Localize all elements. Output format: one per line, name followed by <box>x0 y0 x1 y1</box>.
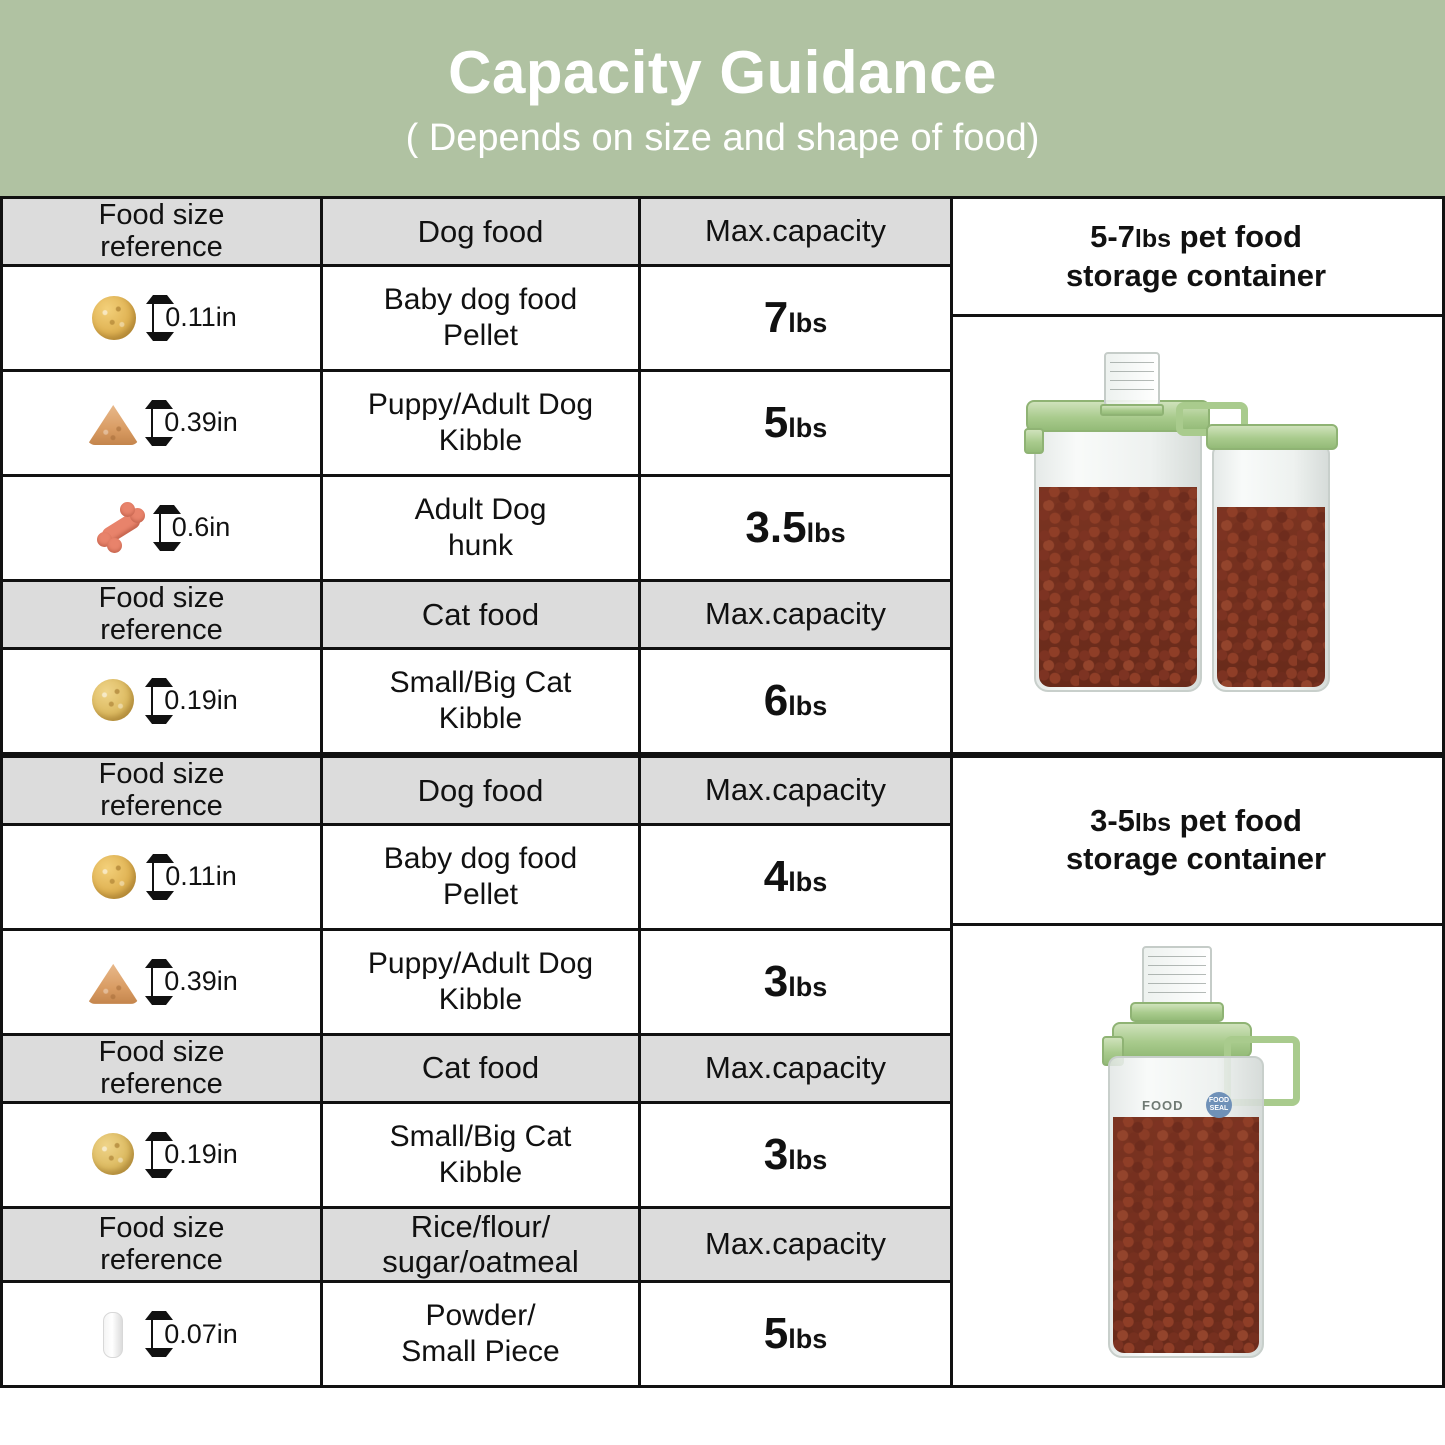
measure-indicator <box>145 1132 238 1178</box>
table-row <box>2 265 952 370</box>
pet-food-container-3-5lbs-image <box>950 926 1442 1385</box>
container-small-kibble <box>1217 507 1325 687</box>
capacity-unit: lbs <box>788 971 828 1002</box>
header-ref-line2: reference <box>100 1244 223 1277</box>
table-header-row <box>2 1207 952 1281</box>
cell-food-type <box>322 1282 640 1387</box>
container-small-body <box>1212 444 1330 692</box>
food-type-line2: Kibble <box>438 701 523 735</box>
capacity-table-5-7lbs <box>0 196 950 755</box>
food-type-line2: Kibble <box>438 982 523 1016</box>
container-body <box>1108 1056 1264 1358</box>
dimension-label: 0.19in <box>164 1139 238 1170</box>
cell-food-type <box>322 1102 640 1207</box>
header-cat-food: Cat food <box>322 1034 640 1102</box>
table-row <box>2 370 952 475</box>
header-ref-line1: Food size <box>98 1035 225 1068</box>
cell-food-size-reference <box>2 1282 322 1387</box>
food-type-line1: Puppy/Adult Dog <box>367 387 594 421</box>
capacity-value: 5 <box>763 397 789 447</box>
dimension-bar-icon <box>146 295 160 341</box>
cell-food-size-reference <box>2 265 322 370</box>
capacity-unit: lbs <box>788 1324 828 1355</box>
container-kibble <box>1113 1117 1259 1353</box>
dimension-bar-icon <box>145 400 159 446</box>
capacity-value: 6 <box>763 675 789 725</box>
container-lid-top <box>1130 1002 1224 1022</box>
table-header-row <box>2 198 952 266</box>
product-title-cell <box>950 758 1442 926</box>
table-row <box>2 1102 952 1207</box>
dimension-label: 0.11in <box>165 861 237 892</box>
cell-food-type <box>322 370 640 475</box>
table-row <box>2 929 952 1034</box>
capacity-unit: lbs <box>788 690 828 721</box>
food-type-line1: Adult Dog <box>414 492 547 526</box>
kibble-food-icon <box>85 954 141 1010</box>
header-ref-line1: Food size <box>98 1211 225 1244</box>
cell-max-capacity <box>640 370 952 475</box>
measure-indicator <box>145 400 238 446</box>
table-header-row <box>2 1034 952 1102</box>
cell-max-capacity <box>640 475 952 580</box>
page-header <box>0 0 1445 196</box>
food-type-line2: hunk <box>447 528 514 562</box>
cell-max-capacity <box>640 265 952 370</box>
dimension-label: 0.19in <box>164 685 238 716</box>
cell-food-size-reference <box>2 929 322 1034</box>
container-large-latch <box>1024 428 1044 454</box>
header-max-capacity: Max.capacity <box>640 198 952 266</box>
dimension-label: 0.39in <box>164 966 238 997</box>
dimension-label: 0.11in <box>165 302 237 333</box>
header-food-size-reference <box>2 756 322 824</box>
header-food-size-reference <box>2 1207 322 1281</box>
capacity-unit: lbs <box>788 307 828 338</box>
table-row <box>2 648 952 753</box>
cell-max-capacity <box>640 648 952 753</box>
table-header-row <box>2 580 952 648</box>
container-large-body <box>1034 422 1202 692</box>
dimension-bar-icon <box>146 854 160 900</box>
capacity-value: 3.5 <box>745 502 807 552</box>
cell-food-size-reference <box>2 1102 322 1207</box>
header-dry-goods-line2: sugar/oatmeal <box>382 1244 579 1280</box>
header-max-capacity: Max.capacity <box>640 580 952 648</box>
dimension-label: 0.07in <box>164 1318 238 1349</box>
measure-indicator <box>146 295 237 341</box>
header-ref-line2: reference <box>100 231 223 264</box>
food-type-line1: Powder/ <box>425 1299 536 1333</box>
header-cat-food: Cat food <box>322 580 640 648</box>
capacity-value: 5 <box>763 1309 789 1359</box>
header-food-size-reference <box>2 1034 322 1102</box>
capacity-unit: lbs <box>788 412 828 443</box>
product-capacity-unit: lbs <box>1134 224 1172 253</box>
cell-food-size-reference <box>2 824 322 929</box>
measure-indicator <box>145 1311 238 1357</box>
measure-indicator <box>146 854 237 900</box>
product-title <box>1066 218 1326 296</box>
product-title-cell <box>950 199 1442 317</box>
capacity-block-3-5lbs <box>0 755 1445 1388</box>
food-type-line1: Puppy/Adult Dog <box>367 946 594 980</box>
page-title: Capacity Guidance <box>448 38 997 106</box>
food-type-line2: Pellet <box>442 318 519 352</box>
header-food-size-reference <box>2 198 322 266</box>
food-type-line1: Baby dog food <box>383 841 578 875</box>
cell-food-type <box>322 929 640 1034</box>
cat-kibble-icon <box>85 673 141 729</box>
capacity-unit: lbs <box>788 866 828 897</box>
cell-food-type <box>322 824 640 929</box>
product-capacity-unit: lbs <box>1134 808 1172 837</box>
cell-food-type <box>322 265 640 370</box>
food-type-line1: Small/Big Cat <box>389 1119 572 1153</box>
header-ref-line1: Food size <box>98 581 225 614</box>
dimension-bar-icon <box>145 1311 159 1357</box>
header-dry-goods <box>322 1207 640 1281</box>
measuring-cup <box>1104 352 1160 408</box>
table-row <box>2 1282 952 1387</box>
cell-food-size-reference <box>2 648 322 753</box>
food-type-line2: Pellet <box>442 877 519 911</box>
header-max-capacity: Max.capacity <box>640 1034 952 1102</box>
header-dog-food: Dog food <box>322 756 640 824</box>
food-type-line2: Kibble <box>438 423 523 457</box>
cell-food-type <box>322 475 640 580</box>
capacity-value: 4 <box>763 851 789 901</box>
food-type-line2: Small Piece <box>401 1335 560 1369</box>
capacity-unit: lbs <box>788 1144 828 1175</box>
dimension-bar-icon <box>145 678 159 724</box>
dimension-label: 0.39in <box>164 407 238 438</box>
capacity-table-3-5lbs <box>0 755 950 1388</box>
product-title-rest: pet food <box>1171 218 1302 254</box>
capacity-block-5-7lbs <box>0 196 1445 755</box>
measure-indicator <box>145 959 238 1005</box>
product-panel-5-7lbs <box>950 196 1445 755</box>
pellet-food-icon <box>86 290 142 346</box>
header-max-capacity: Max.capacity <box>640 756 952 824</box>
food-label-text: FOOD <box>1142 1098 1184 1114</box>
header-ref-line2: reference <box>100 614 223 647</box>
food-type-line2: Kibble <box>438 1155 523 1189</box>
cell-max-capacity <box>640 824 952 929</box>
capacity-unit: lbs <box>806 517 846 548</box>
product-title-rest: pet food <box>1171 802 1302 838</box>
header-dog-food: Dog food <box>322 198 640 266</box>
product-capacity-range: 5-7 <box>1090 218 1135 254</box>
product-title-line2: storage container <box>1065 257 1327 293</box>
measure-indicator <box>145 678 238 724</box>
header-food-size-reference <box>2 580 322 648</box>
cat-kibble-icon <box>85 1127 141 1183</box>
measuring-cup-base <box>1100 404 1164 416</box>
pellet-food-icon <box>86 849 142 905</box>
header-dry-goods-line1: Rice/flour/ <box>410 1208 551 1244</box>
cell-max-capacity <box>640 929 952 1034</box>
dimension-label: 0.6in <box>171 512 231 543</box>
cell-max-capacity <box>640 1282 952 1387</box>
food-seal-badge: FOOD SEAL <box>1206 1092 1232 1118</box>
page-subtitle: ( Depends on size and shape of food) <box>405 116 1040 159</box>
measuring-cup <box>1142 946 1212 1008</box>
powder-grain-icon <box>85 1306 141 1362</box>
container-large-kibble <box>1039 487 1197 687</box>
measure-indicator <box>153 505 231 551</box>
header-max-capacity: Max.capacity <box>640 1207 952 1281</box>
cell-food-size-reference <box>2 370 322 475</box>
header-ref-line2: reference <box>100 790 223 823</box>
header-ref-line2: reference <box>100 1068 223 1101</box>
table-header-row <box>2 756 952 824</box>
bone-treat-icon <box>93 500 149 556</box>
cell-food-type <box>322 648 640 753</box>
capacity-value: 3 <box>763 956 789 1006</box>
capacity-value: 3 <box>763 1129 789 1179</box>
header-ref-line1: Food size <box>98 757 225 790</box>
container-small-lid <box>1206 424 1338 450</box>
dimension-bar-icon <box>153 505 167 551</box>
table-row <box>2 824 952 929</box>
capacity-value: 7 <box>763 292 789 342</box>
cell-max-capacity <box>640 1102 952 1207</box>
product-title-line2: storage container <box>1065 841 1327 877</box>
table-row <box>2 475 952 580</box>
pet-food-container-5-7lbs-image <box>950 317 1442 752</box>
product-capacity-range: 3-5 <box>1090 802 1135 838</box>
product-title <box>1066 802 1326 880</box>
food-type-line1: Baby dog food <box>383 282 578 316</box>
kibble-food-icon <box>85 395 141 451</box>
cell-food-size-reference <box>2 475 322 580</box>
dimension-bar-icon <box>145 959 159 1005</box>
product-panel-3-5lbs <box>950 755 1445 1388</box>
header-ref-line1: Food size <box>98 199 225 231</box>
food-type-line1: Small/Big Cat <box>389 665 572 699</box>
dimension-bar-icon <box>145 1132 159 1178</box>
